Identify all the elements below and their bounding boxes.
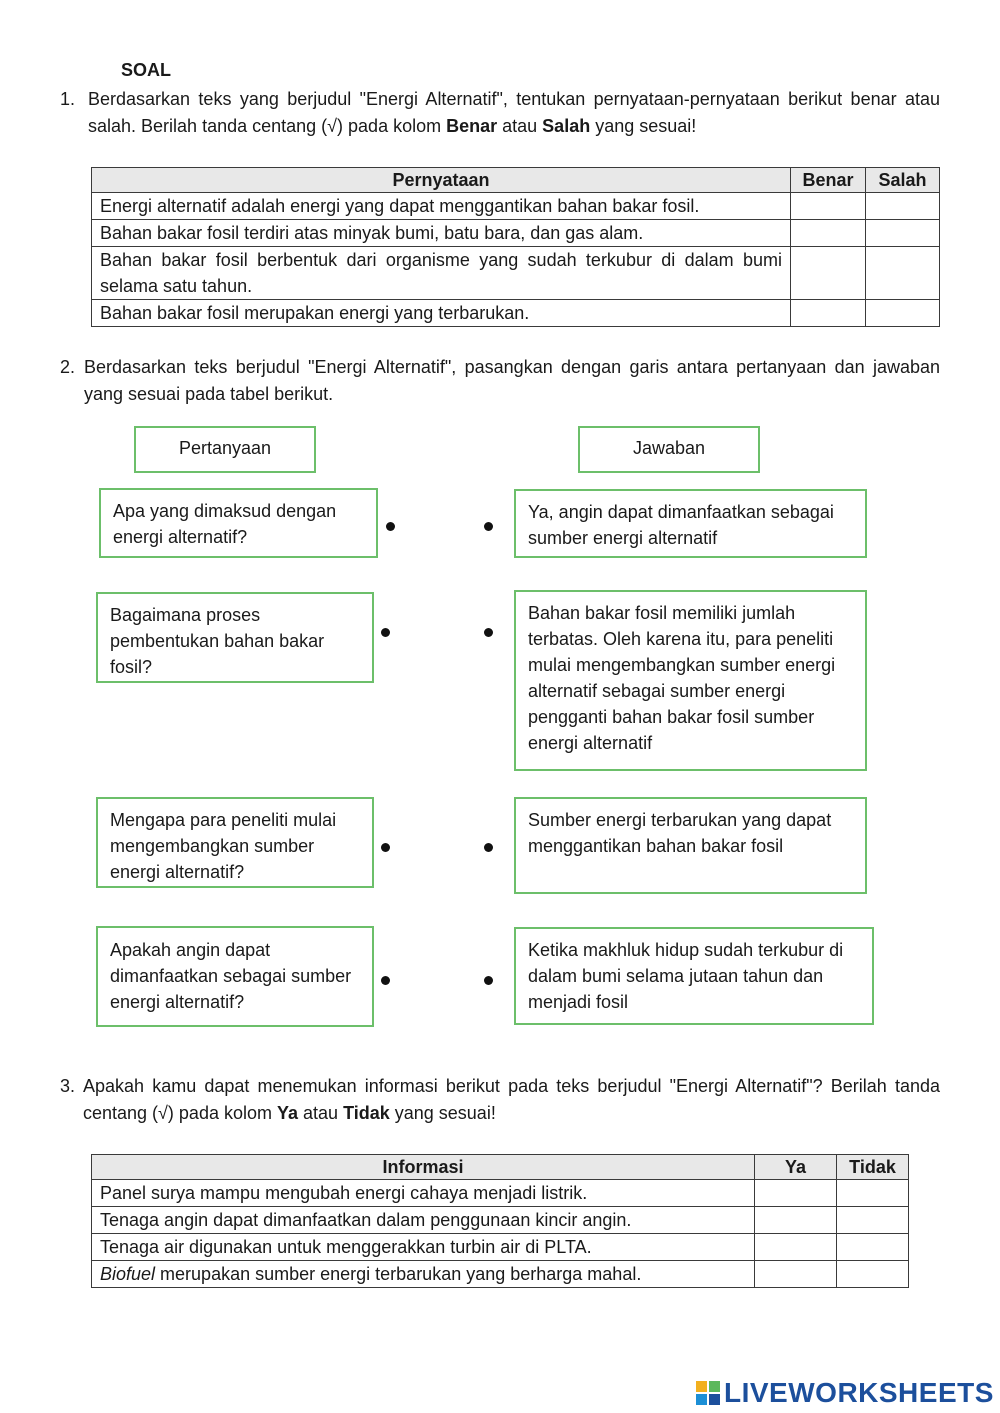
statement-table	[91, 167, 940, 327]
question-2-text: Berdasarkan teks berjudul "Energi Alternatif", pasangkan dengan garis antara pertanyaan dan jawaban yang sesuai pada tabel berikut.	[84, 357, 940, 404]
question-2-dot[interactable]	[381, 628, 390, 637]
answer-3-dot[interactable]	[484, 843, 493, 852]
ya-check-cell[interactable]	[755, 1207, 837, 1234]
statement-cell: Bahan bakar fosil merupakan energi yang terbarukan.	[92, 300, 791, 327]
answers-header: Jawaban	[578, 426, 760, 473]
match-question-2: Bagaimana proses pembentukan bahan bakar fosil?	[96, 592, 374, 683]
match-question-1: Apa yang dimaksud dengan energi alternatif?	[99, 488, 378, 558]
question-2-number: 2.	[60, 357, 76, 377]
tidak-check-cell[interactable]	[837, 1180, 909, 1207]
logo-square-yellow	[696, 1381, 707, 1392]
liveworksheets-logo-icon	[696, 1381, 720, 1405]
benar-check-cell[interactable]	[791, 247, 866, 300]
match-answer-4: Ketika makhluk hidup sudah terkubur di dalam bumi selama jutaan tahun dan menjadi fosil	[514, 927, 874, 1025]
information-cell: Panel surya mampu mengubah energi cahaya menjadi listrik.	[92, 1180, 755, 1207]
answer-4-dot[interactable]	[484, 976, 493, 985]
answer-1-dot[interactable]	[484, 522, 493, 531]
benar-check-cell[interactable]	[791, 300, 866, 327]
question-1	[60, 86, 940, 140]
information-cell: Tenaga angin dapat dimanfaatkan dalam penggunaan kincir angin.	[92, 1207, 755, 1234]
ya-check-cell[interactable]	[755, 1234, 837, 1261]
question-1-dot[interactable]	[386, 522, 395, 531]
answer-2-dot[interactable]	[484, 628, 493, 637]
question-1-number: 1.	[60, 89, 76, 109]
match-answer-1: Ya, angin dapat dimanfaatkan sebagai sumber energi alternatif	[514, 489, 867, 558]
header-tidak: Tidak	[837, 1155, 909, 1180]
logo-square-cyan	[696, 1394, 707, 1405]
question-3-number: 3.	[60, 1076, 76, 1096]
question-3	[60, 1073, 940, 1127]
questions-header: Pertanyaan	[134, 426, 316, 473]
header-pernyataan: Pernyataan	[92, 168, 791, 193]
salah-check-cell[interactable]	[866, 193, 940, 220]
match-answer-2: Bahan bakar fosil memiliki jumlah terbatas. Oleh karena itu, para peneliti mulai mengembangkan sumber energi alternatif sebagai sumber energi pengganti bahan bakar fosil sumber energi alternatif	[514, 590, 867, 771]
tidak-check-cell[interactable]	[837, 1234, 909, 1261]
question-4-dot[interactable]	[381, 976, 390, 985]
tidak-check-cell[interactable]	[837, 1207, 909, 1234]
information-cell: Biofuel merupakan sumber energi terbarukan yang berharga mahal.	[92, 1261, 755, 1288]
question-3-dot[interactable]	[381, 843, 390, 852]
liveworksheets-logo[interactable]	[696, 1377, 994, 1409]
salah-check-cell[interactable]	[866, 300, 940, 327]
statement-cell: Bahan bakar fosil berbentuk dari organisme yang sudah terkubur di dalam bumi selama satu tahun.	[92, 247, 791, 300]
ya-check-cell[interactable]	[755, 1261, 837, 1288]
salah-check-cell[interactable]	[866, 220, 940, 247]
logo-square-blue	[709, 1394, 720, 1405]
header-ya: Ya	[755, 1155, 837, 1180]
question-1-text: Berdasarkan teks yang berjudul "Energi Alternatif", tentukan pernyataan-pernyataan berikut benar atau salah. Berilah tanda centang (√) pada kolom Benar atau Salah yang sesuai!	[88, 89, 940, 136]
statement-cell: Bahan bakar fosil terdiri atas minyak bumi, batu bara, dan gas alam.	[92, 220, 791, 247]
match-question-3: Mengapa para peneliti mulai mengembangkan sumber energi alternatif?	[96, 797, 374, 888]
question-2	[60, 354, 940, 408]
logo-square-green	[709, 1381, 720, 1392]
match-question-4: Apakah angin dapat dimanfaatkan sebagai sumber energi alternatif?	[96, 926, 374, 1027]
benar-check-cell[interactable]	[791, 193, 866, 220]
tidak-check-cell[interactable]	[837, 1261, 909, 1288]
statement-cell: Energi alternatif adalah energi yang dapat menggantikan bahan bakar fosil.	[92, 193, 791, 220]
information-table	[91, 1154, 909, 1288]
header-informasi: Informasi	[92, 1155, 755, 1180]
page-title: SOAL	[121, 60, 172, 80]
header-benar: Benar	[791, 168, 866, 193]
liveworksheets-brand-text: LIVEWORKSHEETS	[724, 1377, 994, 1408]
salah-check-cell[interactable]	[866, 247, 940, 300]
benar-check-cell[interactable]	[791, 220, 866, 247]
header-salah: Salah	[866, 168, 940, 193]
information-cell: Tenaga air digunakan untuk menggerakkan turbin air di PLTA.	[92, 1234, 755, 1261]
match-answer-3: Sumber energi terbarukan yang dapat menggantikan bahan bakar fosil	[514, 797, 867, 894]
ya-check-cell[interactable]	[755, 1180, 837, 1207]
question-3-text: Apakah kamu dapat menemukan informasi berikut pada teks berjudul "Energi Alternatif"? Berilah tanda centang (√) pada kolom Ya atau Tidak yang sesuai!	[83, 1076, 940, 1123]
